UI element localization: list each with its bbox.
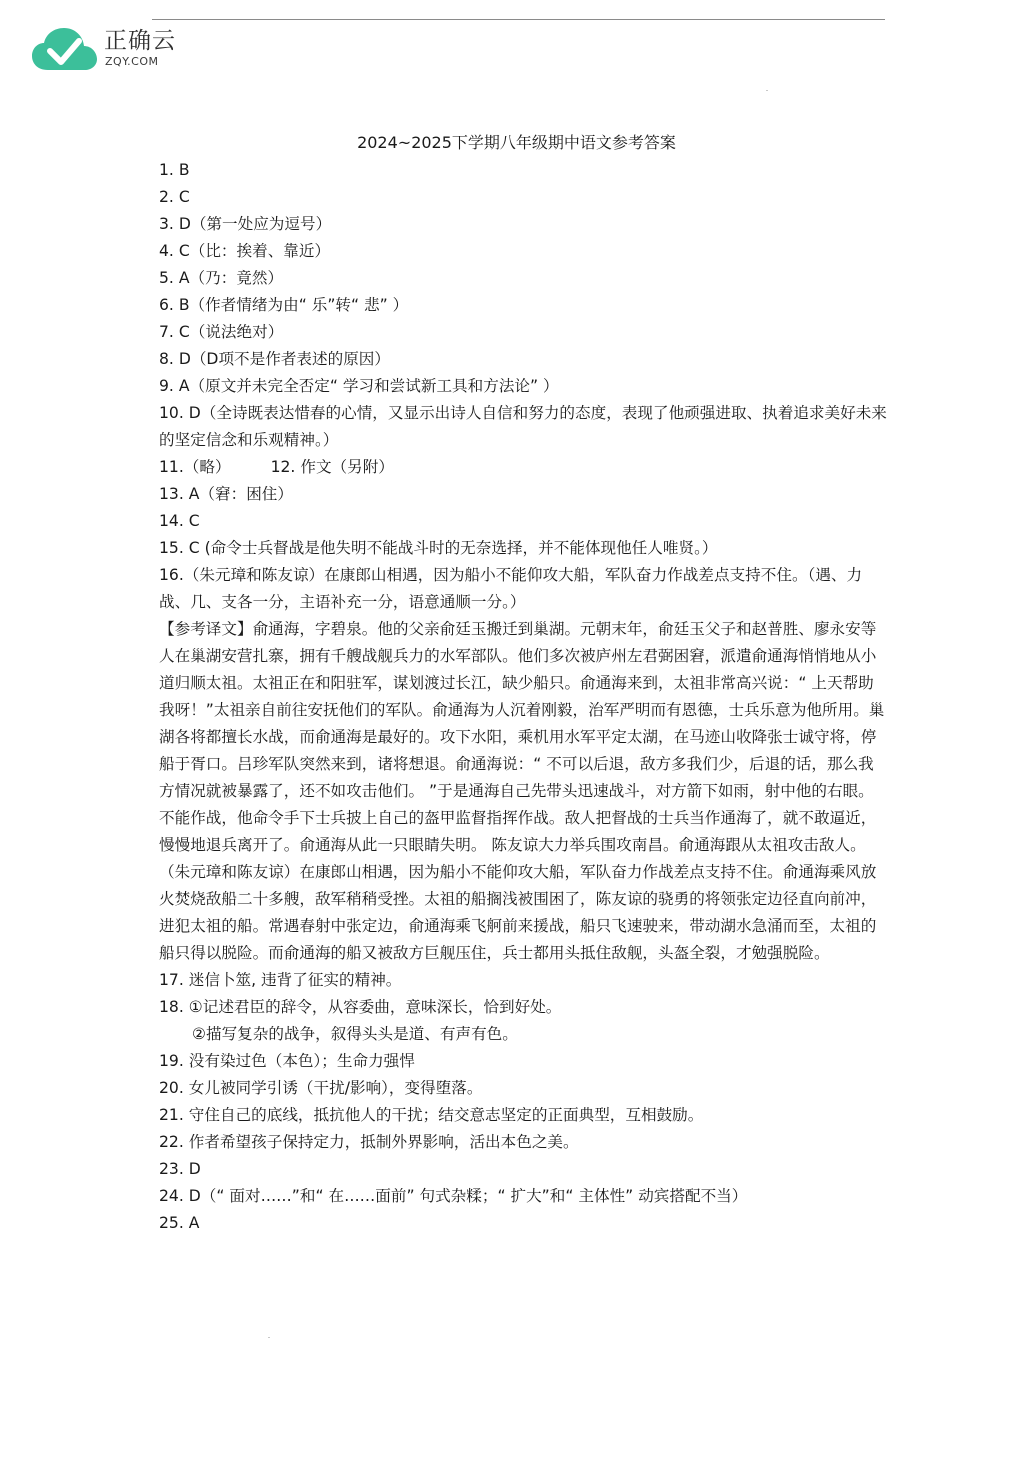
answer-list xyxy=(159,157,887,1237)
scan-speck xyxy=(268,1337,270,1338)
answer-5: 5. A（乃：竟然） xyxy=(159,269,284,287)
answer-14: 14. C xyxy=(159,512,200,530)
answer-18-part2: ②描写复杂的战争，叙得头头是道、有声有色。 xyxy=(192,1025,518,1043)
answer-24: 24. D（“ 面对……”和“ 在……面前” 句式杂糅；“ 扩大”和“ 主体性” 动宾搭配不当） xyxy=(159,1187,748,1205)
answer-2: 2. C xyxy=(159,188,190,206)
answer-6: 6. B（作者情绪为由“ 乐”转“ 悲” ） xyxy=(159,296,409,314)
answer-7: 7. C（说法绝对） xyxy=(159,323,284,341)
answer-18-part1: 18. ①记述君臣的辞令，从容委曲，意味深长，恰到好处。 xyxy=(159,998,562,1016)
answer-4: 4. C（比：挨着、靠近） xyxy=(159,242,331,260)
answer-15: 15. C (命令士兵督战是他失明不能战斗时的无奈选择，并不能体现他任人唯贤。） xyxy=(159,539,718,557)
answer-1: 1. B xyxy=(159,161,190,179)
reference-translation: 【参考译文】俞通海，字碧泉。他的父亲俞廷玉搬迁到巢湖。元朝末年，俞廷玉父子和赵普胜、廖永安等人在巢湖安营扎寨，拥有千艘战舰兵力的水军部队。他们多次被庐州左君弼困窘，派遣俞通海悄悄地从小道归顺太祖。太祖正在和阳驻军，谋划渡过长江，缺少船只。俞通海来到，太祖非常高兴说：“ 上天帮助我呀！”太祖亲自前往安抚他们的军队。俞通海为人沉着刚毅，治军严明而有恩德，士兵乐意为他所用。巢湖各将都擅长水战，而俞通海是最好的。攻下水阳，乘机用水军平定太湖，在马迹山收降张士诚守将，停船于胥口。吕珍军队突然来到，诸将想退。俞通海说：“ 不可以后退，敌方多我们少，后退的话，那么我方情况就被暴露了，还不如攻击他们。 ”于是通海自己先带头迅速战斗，对方箭下如雨，射中他的右眼。不能作战，他命令手下士兵披上自己的盔甲监督指挥作战。敌人把督战的士兵当作通海了，就不敢逼近，慢慢地退兵离开了。俞通海从此一只眼睛失明。 陈友谅大力举兵围攻南昌。俞通海跟从太祖攻击敌人。（朱元璋和陈友谅）在康郎山相遇，因为船小不能仰攻大船，军队奋力作战差点支持不住。俞通海乘风放火焚烧敌船二十多艘，敌军稍稍受挫。太祖的船搁浅被围困了，陈友谅的骁勇的将领张定边径直向前冲，进犯太祖的船。常遇春射中张定边，俞通海乘飞舸前来援战，船只飞速驶来，带动湖水急涌而至，太祖的船只得以脱险。而俞通海的船又被敌方巨舰压住，兵士都用头抵住敌舰，头盔全裂，才勉强脱险。 xyxy=(159,620,885,962)
answer-22: 22. 作者希望孩子保持定力，抵制外界影响，活出本色之美。 xyxy=(159,1133,579,1151)
header-rule xyxy=(152,19,885,20)
answer-3: 3. D（第一处应为逗号） xyxy=(159,215,332,233)
logo-text: 正确云 xyxy=(104,28,176,54)
document-title: 2024~2025下学期八年级期中语文参考答案 xyxy=(357,133,676,152)
logo-url: ZQY.COM xyxy=(105,55,159,68)
answer-8: 8. D（D项不是作者表述的原因） xyxy=(159,350,390,368)
answer-10: 10. D（全诗既表达惜春的心情，又显示出诗人自信和努力的态度，表现了他顽强进取、执着追求美好未来的坚定信念和乐观精神。） xyxy=(159,404,887,449)
scan-speck xyxy=(766,90,768,91)
answer-9: 9. A（原文并未完全否定“ 学习和尝试新工具和方法论” ） xyxy=(159,377,559,395)
answer-12: 12. 作文（另附） xyxy=(270,458,394,476)
answer-11-12 xyxy=(159,454,887,481)
answer-19: 19. 没有染过色（本色）；生命力强悍 xyxy=(159,1052,415,1070)
answer-13: 13. A（窘：困住） xyxy=(159,485,293,503)
answer-17: 17. 迷信卜筮, 违背了征实的精神。 xyxy=(159,971,402,989)
answer-11: 11.（略） xyxy=(159,458,231,476)
answer-16: 16.（朱元璋和陈友谅）在康郎山相遇，因为船小不能仰攻大船，军队奋力作战差点支持不住。（遇、力战、几、支各一分，主语补充一分，语意通顺一分。） xyxy=(159,566,863,611)
answer-23: 23. D xyxy=(159,1160,201,1178)
answer-20: 20. 女儿被同学引诱（干扰/影响），变得堕落。 xyxy=(159,1079,483,1097)
answer-25: 25. A xyxy=(159,1214,200,1232)
answer-21: 21. 守住自己的底线，抵抗他人的干扰；结交意志坚定的正面典型，互相鼓励。 xyxy=(159,1106,704,1124)
